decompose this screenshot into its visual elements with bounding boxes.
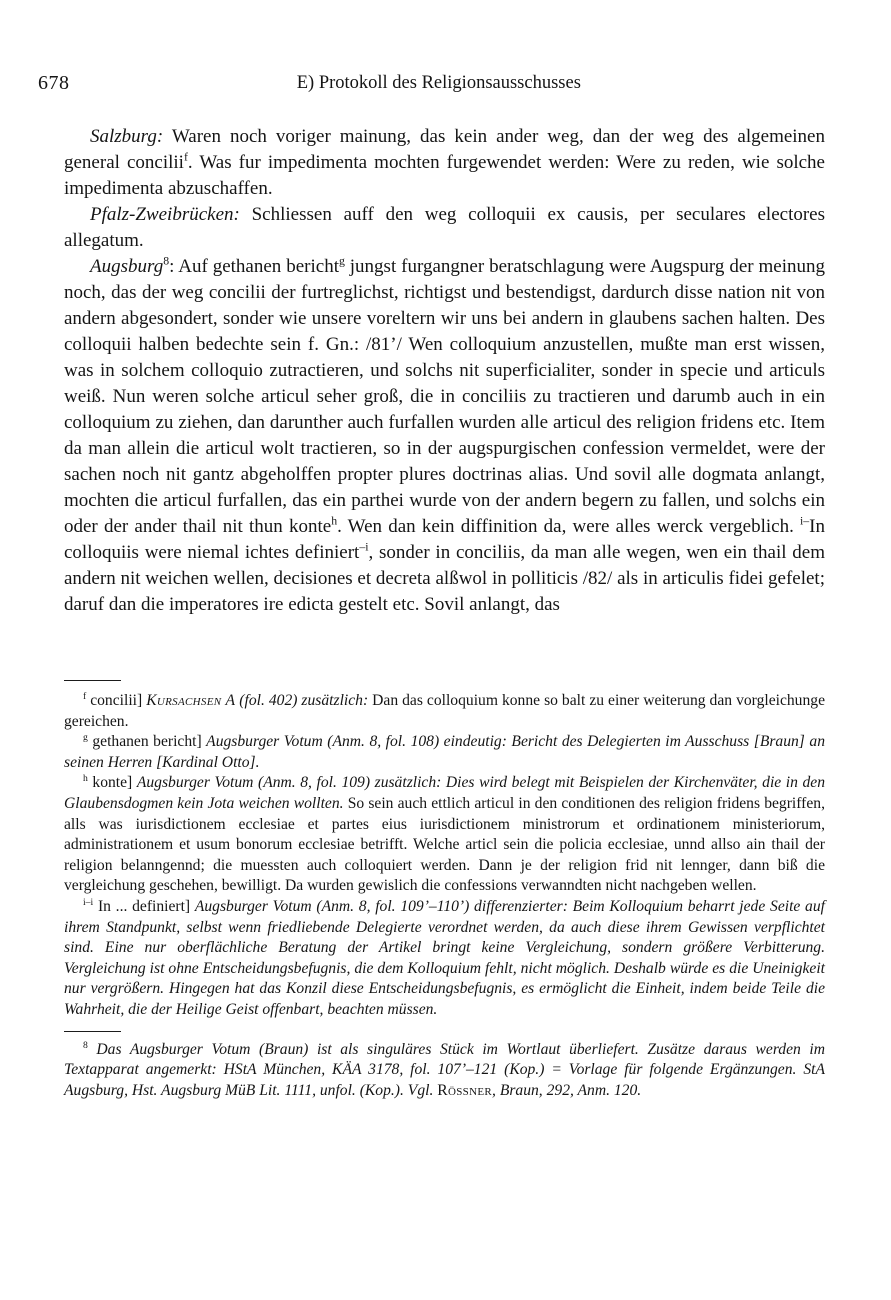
note-reference-mark: i–i: [83, 896, 94, 908]
apparatus-notes: [64, 691, 825, 1021]
text-segment: (fol. 402) zusätzlich:: [235, 692, 369, 709]
text-segment: konte]: [87, 774, 137, 792]
running-title: E) Protokoll des Religionsausschusses: [296, 73, 581, 93]
text-segment: Das Augsburger Votum (Braun) ist als singuläres Stück im Wortlaut überliefert. Zusätze daraus werden im Textapparat angemerkt: HStA München, KÄA 3178, fol. 107’–121 (Kop.) = Vorlage für folgende Ergänzungen. StA Augsburg, Hst. Augsburg MüB Lit. 1111, unfol. (Kop.). Vgl.: [64, 1040, 825, 1099]
text-segment: jungst furgangner beratschlagung were Augspurg der meinung noch, das der weg concilii der furtreglichst, richtigst und bestendigst, dardurch disse nation nit von andern abgesondert, sonder wie unsere voreltern wir uns bei andern in glaubens sachen halten. Des colloquii halben bedechte sein f. Gn.: /81’/ Wen colloquium anzustellen, mußte man erst wissen, was in solchem colloquio zutractieren, und solchs nit superficialiter, sonder in specie und articuls weiß. Nun weren solche articul seher groß, die in conciliis zu tractieren und darumb auch in ein colloquium zu ziehen, dan darunther auch furfallen wurden alle articul des religion fridens etc. Item da man allein die articul wolt tractieren, so in der augspurgischen confession vermeldet, were der sachen noch nit gantz abgeholffen propter plures doctrinas alias. Und sovil alle dogmata anlangt, mochten die articul furfallen, das ein parthei wurde von der andern begern zu fallen, und solchs ein oder der ander thail nit thun konte: [64, 256, 825, 537]
text-segment: gethanen bericht]: [87, 733, 207, 751]
commentary-notes: [64, 1040, 825, 1102]
commentary-note-8: [64, 1040, 825, 1102]
text-segment: Augsburg: [90, 256, 164, 277]
page-number: 678: [38, 72, 70, 94]
text-segment: , sonder in conciliis, da man alle wegen, wen ein thail dem andern nit weichen wellen, decisiones et decreta alßwol in polliticis /82/ als in articulis fidei gefelet; daruf dan die imperatores ire edicta gestelt etc. Sovil anlangt, das: [64, 542, 826, 615]
text-segment: Dan das colloquium konne so balt zu einer weiterung dan vorgleichunge gereichen.: [64, 692, 825, 730]
text-segment: Waren noch voriger mainung, das kein ander weg, dan der weg des algemeinen general concilii: [64, 126, 825, 173]
paragraph-pfalz-zweibruecken: [64, 202, 825, 254]
running-header: [38, 72, 825, 98]
note-reference-mark: –i: [359, 540, 369, 554]
apparatus-note-i: [64, 897, 825, 1021]
text-segment: Augsburger Votum (Anm. 8, fol. 109) zusätzlich: Dies wird belegt mit Beispielen der Kirchenväter, die in den Glaubensdogmen kein Jota weichen wollten.: [64, 774, 826, 812]
main-text-block: [64, 124, 825, 618]
apparatus-note-h: [64, 773, 825, 897]
text-segment: Kursachsen A: [146, 692, 236, 709]
note-reference-mark: 8: [83, 1039, 88, 1051]
apparatus-note-g: [64, 732, 825, 773]
note-reference-mark: 8: [163, 254, 170, 268]
text-segment: Schliessen auff den weg colloquii ex causis, per seculares electores allegatum.: [64, 204, 825, 251]
paragraph-salzburg: [64, 124, 825, 202]
text-segment: In ... definiert]: [93, 897, 195, 915]
text-segment: , Braun, 292, Anm. 120.: [492, 1081, 642, 1099]
note-reference-mark: i–: [800, 514, 810, 528]
text-segment: Salzburg:: [90, 126, 164, 147]
commentary-separator-rule: [64, 1031, 121, 1032]
apparatus-note-f: [64, 691, 825, 732]
note-reference-mark: h: [331, 514, 338, 528]
paragraph-augsburg: [64, 254, 825, 618]
note-reference-mark: g: [338, 254, 345, 268]
text-segment: So sein auch ettlich articul in den conditionen des religion fridens begriffen, alls was iurisdictionem ecclesiae et partes eius iurisdictionem ministrorum et ordinationem ministeriorum, administrationem et usum bonorum ecclesiae betrifft. Welche articl sein die policia ecclesiae, unnd allso ain thail der religion belanngennd; die muessten auch colloquiert werden. Dann je der religion frid nit lennger, dann biß die vergleichung geschehen, bewilligt. Da wurden gewislich die confessions verwanndten nicht nachgeben wellen.: [64, 794, 825, 895]
text-segment: In colloquiis were niemal ichtes definiert: [64, 516, 825, 563]
text-segment: : Auf gethanen bericht: [169, 256, 339, 277]
text-segment: . Was fur impedimenta mochten furgewendet werden: Were zu reden, wie solche impedimenta abzuschaffen.: [64, 152, 825, 199]
text-segment: Rössner: [437, 1081, 493, 1099]
apparatus-separator-rule: [64, 680, 121, 681]
text-segment: Augsburger Votum (Anm. 8, fol. 108) eindeutig: Bericht des Delegierten im Ausschuss [Braun] an seinen Herren [Kardinal Otto].: [64, 733, 825, 771]
note-reference-mark: h: [83, 773, 88, 785]
note-reference-mark: g: [83, 732, 88, 743]
text-segment: . Wen dan kein diffinition da, were alles werck vergeblich.: [337, 516, 801, 537]
text-segment: Augsburger Votum (Anm. 8, fol. 109’–110’) differenzierter: Beim Kolloquium beharrt jede Seite auf ihrem Standpunkt, selbst wenn friedliebende Delegierte verordnet werden, da auch diese ihrem Gewissen verpflichtet sind. Eine nur oberflächliche Beratung der Artikel bringt keine Vergleichung, sondern größere Verbitterung. Vergleichung ist ohne Entscheidungsbefugnis, die dem Kolloquium fehlt, nicht möglich. Deshalb würde es die Uneinigkeit nur vergrößern. Hingegen hat das Konzil diese Entscheidungsbefugnis, es ermöglicht die Einheit, indem beide Teile die Wahrheit, die der Heilige Geist offenbart, beachten müssen.: [64, 897, 825, 1018]
note-reference-mark: f: [183, 150, 188, 164]
text-segment: Pfalz-Zweibrücken:: [90, 204, 240, 225]
note-reference-mark: f: [83, 690, 87, 702]
text-segment: concilii]: [86, 692, 147, 709]
